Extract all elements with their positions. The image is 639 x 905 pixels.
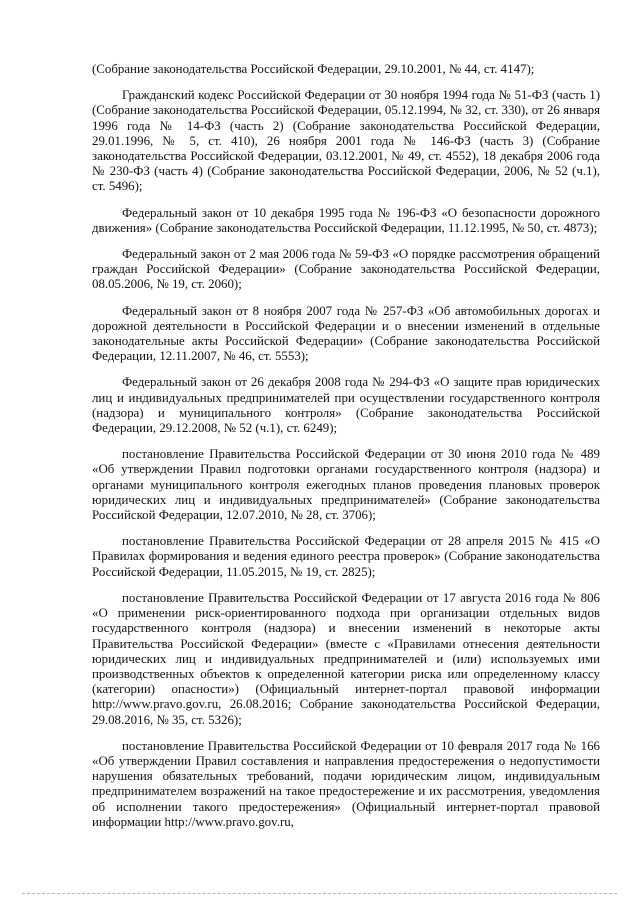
paragraph-resolution-806: постановление Правительства Российской Федерации от 17 августа 2016 года № 806 «О применении риск-ориентированного подхода при организации отдельных видов государственного контроля (надзора) и внесении изменений в некоторые акты Правительства Российской Федерации» (вместе с «Правилами отнесения деятельности юридических лиц и индивидуальных предпринимателей и (или) используемых ими производственных объектов к определенной категории риска или определенному классу (категории) опасности») (Официальный интернет-портал правовой информации http://www.pravo.gov.ru, 26.08.2016; Собрание законодательства Российской Федерации, 29.08.2016, № 35, ст. 5326);: [92, 590, 600, 727]
scan-edge-line: [22, 893, 617, 894]
paragraph-resolution-166: постановление Правительства Российской Федерации от 10 февраля 2017 года № 166 «Об утверждении Правил составления и направления предостережения о недопустимости нарушения обязательных требований, подачи юридическим лицом, индивидуальным предпринимателем возражений на такое предостережение и их рассмотрения, уведомления об исполнении такого предостережения» (Официальный интернет-портал правовой информации http://www.pravo.gov.ru,: [92, 738, 600, 829]
document-body: [92, 62, 600, 841]
paragraph-continuation: (Собрание законодательства Российской Федерации, 29.10.2001, № 44, ст. 4147);: [92, 62, 535, 76]
paragraph-law-257: Федеральный закон от 8 ноября 2007 года № 257-ФЗ «Об автомобильных дорогах и дорожной деятельности в Российской Федерации и о внесении изменений в отдельные законодательные акты Российской Федерации» (Собрание законодательства Российской Федерации, 12.11.2007, № 46, ст. 5553);: [92, 303, 600, 364]
paragraph-resolution-489: постановление Правительства Российской Федерации от 30 июня 2010 года № 489 «Об утверждении Правил подготовки органами государственного контроля (надзора) и органами муниципального контроля ежегодных планов проведения плановых проверок юридических лиц и индивидуальных предпринимателей» (Собрание законодательства Российской Федерации, 12.07.2010, № 28, ст. 3706);: [92, 447, 600, 523]
paragraph-civil-code: Гражданский кодекс Российской Федерации от 30 ноября 1994 года № 51-ФЗ (часть 1) (Собрание законодательства Российской Федерации, 05.12.1994, № 32, ст. 330), от 26 января 1996 года № 14-ФЗ (часть 2) (Собрание законодательства Российской Федерации, 29.01.1996, № 5, ст. 410), 26 ноября 2001 года № 146-ФЗ (часть 3) (Собрание законодательства Российской Федерации, 03.12.2001, № 49, ст. 4552), 18 декабря 2006 года № 230-ФЗ (часть 4) (Собрание законодательства Российской Федерации, 2006, № 52 (ч.1), ст. 5496);: [92, 88, 600, 194]
paragraph-law-196: Федеральный закон от 10 декабря 1995 года № 196-ФЗ «О безопасности дорожного движения» (Собрание законодательства Российской Федерации, 11.12.1995, № 50, ст. 4873);: [92, 205, 600, 235]
paragraph-law-59: Федеральный закон от 2 мая 2006 года № 59-ФЗ «О порядке рассмотрения обращений граждан Российской Федерации» (Собрание законодательства Российской Федерации, 08.05.2006, № 19, ст. 2060);: [92, 247, 600, 292]
paragraph-law-294: Федеральный закон от 26 декабря 2008 года № 294-ФЗ «О защите прав юридических лиц и индивидуальных предпринимателей при осуществлении государственного контроля (надзора) и муниципального контроля» (Собрание законодательства Российской Федерации, 29.12.2008, № 52 (ч.1), ст. 6249);: [92, 375, 600, 436]
paragraph-resolution-415: постановление Правительства Российской Федерации от 28 апреля 2015 № 415 «О Правилах формирования и ведения единого реестра проверок» (Собрание законодательства Российской Федерации, 11.05.2015, № 19, ст. 2825);: [92, 534, 600, 579]
